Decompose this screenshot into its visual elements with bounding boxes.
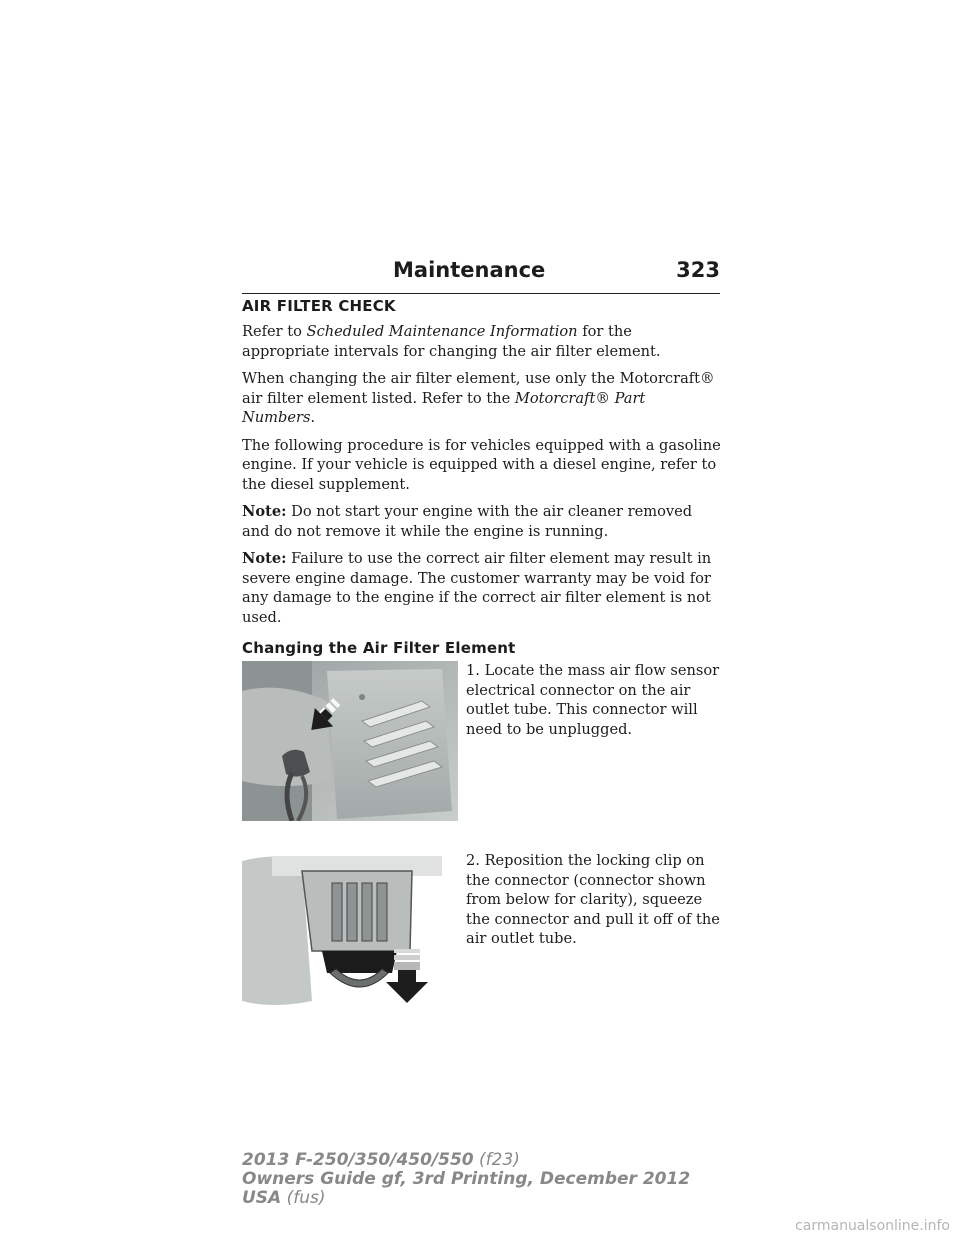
footer-market: USA (fus) <box>242 1188 326 1208</box>
link-scheduled-maintenance: Scheduled Maintenance Information <box>306 323 578 340</box>
step-1-text: 1. Locate the mass air flow sensor electrical connector on the air outlet tube. This connector will need to be unplugged. <box>466 662 720 738</box>
page-number: 323 <box>676 258 720 282</box>
page-title: Maintenance <box>393 258 546 282</box>
page-footer <box>242 1151 690 1208</box>
paragraph-motorcraft: When changing the air filter element, use only the Motorcraft® air filter element listed. Refer to the Motorcraft® Part Numbers. <box>242 370 715 426</box>
page-header <box>242 258 720 294</box>
section-heading: AIR FILTER CHECK <box>242 297 396 315</box>
footer-guide: Owners Guide gf, 3rd Printing, December 2012 <box>242 1169 691 1189</box>
note-2: Note: Failure to use the correct air filter element may result in severe engine damage. The customer warranty may be void for any damage to the engine if the correct air filter element is not used. <box>242 550 712 626</box>
watermark: carmanualsonline.info <box>795 1218 950 1234</box>
link-motorcraft-part-numbers: Motorcraft® Part Numbers <box>242 389 646 426</box>
subsection-heading: Changing the Air Filter Element <box>242 639 516 657</box>
step-1 <box>242 661 722 835</box>
connector-locking-clip-illustration <box>242 851 458 1011</box>
page-content <box>242 297 722 1011</box>
header-rule <box>242 293 720 294</box>
paragraph-gasoline: The following procedure is for vehicles equipped with a gasoline engine. If your vehicle is equipped with a diesel engine, refer to the diesel supplement. <box>242 436 721 493</box>
step-2-text: 2. Reposition the locking clip on the connector (connector shown from below for clarity), squeeze the connector and pull it off of the air outlet tube. <box>466 852 720 947</box>
step-2 <box>242 851 722 1011</box>
footer-model: 2013 F-250/350/450/550 (f23) <box>242 1150 520 1170</box>
maf-connector-illustration <box>242 661 458 821</box>
note-1: Note: Do not start your engine with the air cleaner removed and do not remove it while the engine is running. <box>242 503 693 540</box>
paragraph-intro: Refer to Scheduled Maintenance Information for the appropriate intervals for changing the air filter element. <box>242 323 661 360</box>
